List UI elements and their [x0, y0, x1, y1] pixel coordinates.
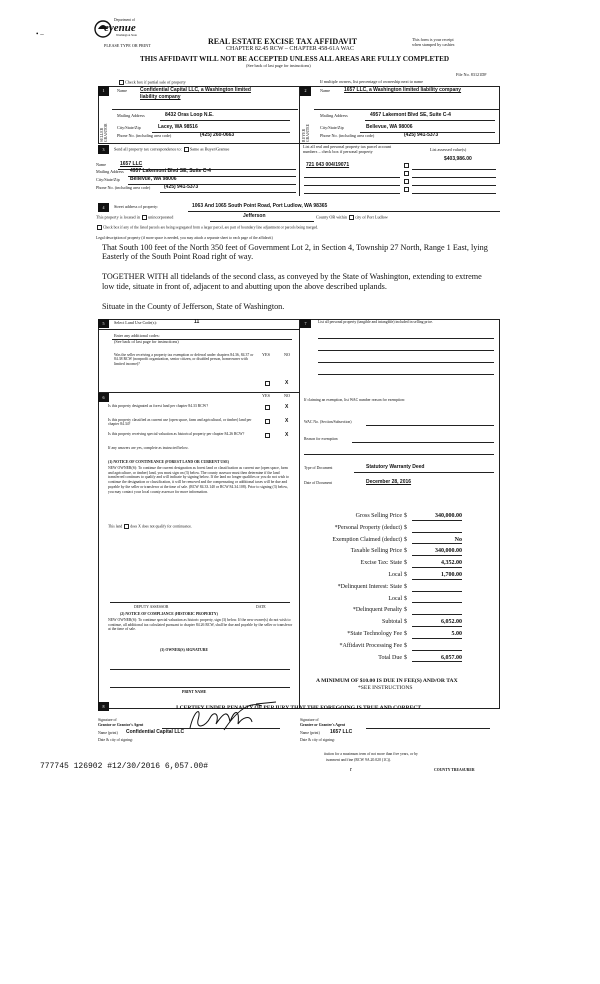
- tax-corr-city: Bellevue, WA 98006: [130, 176, 177, 182]
- fee-value: 5.00: [412, 631, 462, 639]
- fee-dollar-sign: $: [404, 654, 407, 661]
- fee-dollar-sign: $: [404, 595, 407, 602]
- tax-corr-name-label: Name: [96, 162, 106, 167]
- fee-row: [300, 548, 600, 557]
- buyer-divider: [314, 109, 500, 110]
- fee-value: [412, 596, 462, 604]
- land-use-code: 11: [194, 319, 200, 325]
- personal-property-label: List all personal property (tangible and intangible) included in selling price.: [318, 320, 434, 324]
- section-8-badge: 8: [98, 702, 109, 711]
- deputy-assessor: DEPUTY ASSESSOR: [134, 605, 169, 609]
- fee-row: [300, 525, 600, 534]
- exemption-claim-label: If claiming an exemption, list WAC number reason for exemption:: [304, 398, 405, 402]
- fee-label: *State Technology Fee: [347, 631, 402, 637]
- form-title: REAL ESTATE EXCISE TAX AFFIDAVIT: [208, 37, 358, 46]
- street-line: [188, 211, 500, 212]
- fee-row: [300, 631, 600, 640]
- seller-phone-label: Phone No. (including area code): [117, 133, 172, 138]
- minimum-due: A MINIMUM OF $10.00 IS DUE IN FEE(S) AND/OR TAX: [316, 678, 458, 684]
- tax-corr-phone-line: [160, 192, 296, 193]
- perjury-line-2: isonment and fine (RCW 9A.20.020 (1C)).: [326, 758, 392, 762]
- fee-row: [300, 607, 600, 616]
- legal-line-3: TOGETHER WITH all tidelands of the second class, as conveyed by the State of Washington, extending to extreme: [102, 272, 482, 281]
- land-use-divider: [98, 329, 299, 330]
- buyer-mailing-line: [365, 120, 495, 121]
- tax-corr-mailing: 4957 Lakemont Blvd SE, Suite C-4: [130, 168, 211, 174]
- buyer-name-label: Name: [320, 88, 330, 93]
- fee-label: *Delinquent Penalty: [352, 607, 402, 614]
- yes-header: YES: [262, 352, 270, 357]
- center-divider: [299, 86, 300, 196]
- tax-corr-phone-label: Phone No. (including area code): [96, 185, 151, 190]
- tax-corr-city-line: [128, 184, 296, 185]
- section-3-badge: 3: [98, 145, 109, 154]
- receipt-note-2: when stamped by cashier.: [412, 42, 456, 47]
- stamp-mark: r: [350, 767, 352, 773]
- fee-label: *Affidavit Processing Fee: [339, 642, 402, 649]
- does-qualify-checkbox[interactable]: [124, 524, 129, 529]
- street-label: Street address of property:: [114, 204, 159, 209]
- county-line: [210, 221, 314, 222]
- file-number: File No. 83121DF: [456, 72, 487, 77]
- section-4-badge: 4: [98, 203, 109, 212]
- fee-value: 6,052.00: [412, 619, 462, 627]
- seller-mailing-label: Mailing Address: [117, 113, 145, 118]
- city-checkbox[interactable]: [349, 215, 354, 220]
- legal-line-1: That South 100 feet of the North 350 feet of Government Lot 2, in Section 4, Township 27 North, Range 1 East, lying: [102, 243, 488, 252]
- fee-row: [300, 560, 600, 569]
- fee-value: 4,352.00: [412, 560, 462, 568]
- legal-line-2: Easterly of the South Point Road right of way.: [102, 252, 254, 261]
- same-as-buyer-checkbox[interactable]: [184, 147, 189, 152]
- land-use-see-back: (See back of last page for instructions): [114, 339, 179, 344]
- forest-q2: Is this property classified as current use (open space, farm and agricultural, or timber) land per chapter 84.34?: [108, 418, 252, 427]
- seller-name-label: Name: [117, 88, 127, 93]
- seller-phone: (425) 260-0663: [200, 132, 235, 138]
- assessed-line-1: [412, 169, 496, 170]
- parcels-label-1: List all real and personal property tax parcel account: [303, 144, 392, 149]
- section-5-badge: 5: [98, 319, 109, 328]
- parcel-line-4: [304, 193, 400, 194]
- section-2-badge: 2: [300, 86, 311, 96]
- buyer-city-label: City/State/Zip: [320, 125, 344, 130]
- grantee-name-label: Name (print): [300, 731, 320, 735]
- pp-line-4: [318, 374, 494, 375]
- located-in: This property is located in unincorporated: [96, 214, 174, 220]
- fee-row: [300, 619, 600, 628]
- pp-line-3: [318, 362, 494, 363]
- perjury-line-1: itution for a maximum term of not more than five years, or by: [324, 752, 418, 756]
- grantor-date-label: Date & city of signing:: [98, 738, 134, 742]
- additional-codes-label: Enter any additional codes:: [114, 333, 160, 338]
- forest-if-yes: If any answers are yes, complete as instructed below.: [108, 446, 189, 450]
- parcel-3-pp-checkbox[interactable]: [403, 179, 410, 185]
- see-instructions: *SEE INSTRUCTIONS: [358, 685, 413, 691]
- assessed-line-4: [412, 193, 496, 194]
- pp-line-1: [318, 338, 494, 339]
- fee-dollar-sign: $: [404, 607, 407, 614]
- notice1-body: NEW OWNER(S): To continue the current designation as forest land or classification as current use (open space, farm and agriculture, or timber) land, you must sign on (3) below. The county assessor must then determine if the land transferred continues to qualify and will indicate by signing below. If the land no longer qualifies or you do not wish to continue the designation or classification, it will be removed and the compensating or additional taxes will be due and payable by the seller or transferor at the time of sale. (RCW 84.33.140 or RCW 84.34.108). Prior to signing (3) below, you may contact your local county assessor for more information.: [108, 466, 289, 494]
- partial-sale-label: Check box if partial sale of property: [118, 80, 186, 85]
- buyer-name: 1657 LLC, a Washington limited liability company: [344, 87, 462, 93]
- fee-dollar-sign: $: [404, 524, 407, 531]
- receipt-note-1: This form is your receipt: [412, 37, 454, 42]
- owner-signature: (3) OWNER(S) SIGNATURE: [160, 648, 209, 652]
- buyer-mailing-label: Mailing Address: [320, 113, 348, 118]
- segregated-checkbox[interactable]: [97, 225, 102, 230]
- section-1-badge: 1: [98, 86, 109, 96]
- fee-label: Local: [388, 595, 402, 602]
- fee-dollar-sign: $: [404, 560, 407, 567]
- fee-row: [300, 655, 600, 664]
- notice2-body: NEW OWNER(S): To continue special valuation as historic property, sign (3) below. If the new owner(s) do not wish to continue, all additional tax calculated pursuant to chapter 84.26 RCW, shall be due and payable by the seller or transferor at the time of sale.: [108, 618, 293, 632]
- receipt-stamp: 777745 126902 #12/30/2016 6,057.00#: [40, 762, 209, 771]
- street-address: 1063 And 1065 South Point Road, Port Ludlow, WA 98365: [192, 203, 328, 209]
- tax-corr-phone: (425) 941-5373: [164, 184, 199, 190]
- section-7-badge: 7: [300, 319, 311, 328]
- parcel-1: 721 043 004/19071: [306, 162, 350, 168]
- buyer-city: Bellevue, WA 98006: [366, 124, 413, 130]
- seller-city: Lacey, WA 98516: [158, 124, 198, 130]
- buyer-mailing: 4957 Lakemont Blvd SE, Suite C-4: [370, 112, 451, 118]
- grantee-date-label: Date & city of signing:: [300, 738, 336, 742]
- fee-dollar-sign: $: [404, 642, 407, 649]
- grantor-sig-label-2: Grantor or Grantor's Agent: [98, 723, 144, 727]
- grantor-name: Confidential Capital LLC: [126, 729, 185, 735]
- grantor-sig-label-1: Signature of: [98, 718, 117, 722]
- fee-label: Taxable Selling Price: [350, 548, 402, 555]
- corner-mark: • –: [36, 30, 44, 38]
- forest-q1: Is this property designated as forest land per chapter 84.33 RCW?: [108, 404, 209, 408]
- forest-q1-yes[interactable]: [264, 405, 271, 411]
- notice2-title: (2) NOTICE OF COMPLIANCE (HISTORIC PROPERTY): [120, 612, 218, 616]
- form-see-back: (See back of last page for instructions): [246, 63, 311, 68]
- fee-value: 340,000.00: [412, 513, 462, 521]
- logo-state: Washington State: [116, 33, 138, 37]
- fee-value: 6,057.00: [412, 655, 462, 663]
- tax-corr-label: Send all property tax correspondence to: Same as Buyer/Grantee: [114, 146, 230, 152]
- multiple-owners-note: If multiple owners, list percentage of ownership next to name: [320, 79, 424, 84]
- seller-name-line1: Confidential Capital LLC, a Washington limited: [140, 87, 251, 93]
- parcel-line-2: [304, 177, 400, 178]
- fee-dollar-sign: $: [404, 631, 407, 637]
- fee-label: Gross Selling Price: [355, 513, 402, 519]
- fee-value: No: [412, 537, 462, 545]
- fee-label: Subtotal: [381, 619, 402, 626]
- wac-label: WAC No. (Section/Subsection): [304, 420, 352, 424]
- tax-corr-city-label: City/State/Zip: [96, 177, 120, 182]
- fee-label: Exemption Claimed (deduct): [332, 536, 402, 543]
- assessed-line-2: [412, 177, 496, 178]
- fee-row: [300, 572, 600, 581]
- fee-row: [300, 596, 600, 605]
- fee-label: *Personal Property (deduct): [334, 524, 402, 531]
- reason-line: [352, 442, 494, 443]
- grantor-signature: [180, 700, 300, 739]
- deputy-date: DATE: [256, 605, 266, 609]
- fee-dollar-sign: $: [404, 536, 407, 543]
- legal-line-4: low tide, situate in front of, adjacent to and abutting upon the above described uplands.: [102, 282, 387, 291]
- this-land: This land does X does not qualify for continuance.: [108, 524, 192, 529]
- seller-mailing-line: [160, 120, 290, 121]
- type-or-print: PLEASE TYPE OR PRINT: [104, 43, 151, 48]
- segregated-note: Check box if any of the listed parcels are being segregated from a larger parcel, are part of boundary line adjustment or parcels being merged.: [96, 225, 318, 230]
- parcel-line-3: [304, 185, 400, 186]
- exemption-yes-checkbox[interactable]: [264, 381, 271, 387]
- no-header: NO: [284, 352, 291, 357]
- assessed-value-1: $403,986.00: [444, 156, 472, 162]
- seller-name-line2: liability company: [140, 94, 181, 100]
- doc-date: December 28, 2016: [366, 479, 412, 485]
- parcels-label-2: numbers – check box if personal property: [303, 149, 373, 154]
- fee-row: [300, 584, 600, 593]
- seller-city-label: City/State/Zip: [117, 125, 141, 130]
- grantee-sig-line: [366, 728, 490, 729]
- parcel-2-pp-checkbox[interactable]: [403, 171, 410, 177]
- forest-q3-no: X: [285, 432, 289, 438]
- forest-q2-no: X: [285, 418, 289, 424]
- fee-row: [300, 513, 600, 522]
- forest-q3: Is this property receiving special valuation as historical property per chapter 84.26 RCW?: [108, 432, 245, 436]
- legal-desc-label: Legal description of property (if more space is needed, you may attach a separate sheet to each page of the affidavit): [96, 236, 273, 240]
- forest-no-header: NO: [284, 393, 291, 398]
- fee-dollar-sign: $: [404, 513, 407, 519]
- partial-sale-checkbox[interactable]: [119, 80, 124, 85]
- exemption-question: Was the seller receiving a property tax exemption or deferral under chapters 84.36, 84.37 or 84.38 RCW (nonprofit organization, senior citizen, or disabled person, homeowner with limited income)?: [114, 353, 254, 366]
- additional-codes-line: [112, 339, 292, 340]
- fee-dollar-sign: $: [404, 619, 407, 626]
- fee-value: [412, 584, 462, 592]
- county-or-within: County OR within city of Port Ludlow: [316, 214, 388, 220]
- grantee-sig-label-1: Signature of: [300, 718, 319, 722]
- forest-q3-yes[interactable]: [264, 433, 271, 439]
- notice1-title: (1) NOTICE OF CONTINUANCE (FOREST LAND OR CURRENT USE): [108, 460, 230, 464]
- forest-q1-no: X: [285, 404, 289, 410]
- parcel-4-pp-checkbox[interactable]: [403, 187, 410, 193]
- county-name: Jefferson: [243, 213, 266, 219]
- buyer-side-label: BUYER GRANTEE: [302, 123, 311, 142]
- doc-type: Statutory Warranty Deed: [366, 464, 425, 470]
- seller-divider: [112, 109, 298, 110]
- grantee-sig-label-2: Grantee or Grantee's Agent: [300, 723, 345, 727]
- fee-value: [412, 607, 462, 615]
- print-name-label: PRINT NAME: [182, 690, 207, 694]
- reason-line-2: [304, 454, 494, 455]
- fee-value: [412, 525, 462, 533]
- tax-corr-name: 1657 LLC: [120, 161, 143, 167]
- grantor-name-label: Name (print): [98, 731, 118, 735]
- unincorporated-checkbox[interactable]: [142, 215, 147, 220]
- land-use-label: Select Land Use Code(s):: [114, 320, 157, 325]
- logo-name: evenue: [104, 22, 136, 34]
- fee-dollar-sign: $: [404, 572, 407, 578]
- seller-side-label: SELLER GRANTOR: [100, 123, 109, 142]
- section-6-badge: 6: [98, 393, 109, 402]
- seller-mailing: 8432 Oras Loop N.E.: [165, 112, 214, 118]
- fee-row: [300, 537, 600, 546]
- buyer-phone-label: Phone No. (including area code): [320, 133, 375, 138]
- grantee-name: 1657 LLC: [330, 729, 353, 735]
- logo-dept: Department of: [114, 18, 135, 22]
- forest-q2-yes[interactable]: [264, 419, 271, 425]
- doc-type-line: [354, 472, 494, 473]
- wac-line: [366, 425, 494, 426]
- doc-date-label: Date of Document: [304, 481, 333, 485]
- buyer-phone: (425) 941-5373: [404, 132, 439, 138]
- parcel-1-pp-checkbox[interactable]: [403, 163, 410, 169]
- fee-value: [412, 643, 462, 651]
- county-treasurer: COUNTY TREASURER: [434, 768, 475, 772]
- fee-label: Excise Tax: State: [360, 560, 402, 567]
- fee-label: Local: [388, 572, 402, 578]
- print-name-line: [110, 687, 290, 688]
- exemption-no-answer: X: [285, 380, 289, 386]
- assessed-line-3: [412, 185, 496, 186]
- pp-line-2: [318, 350, 494, 351]
- fee-label: Total Due: [378, 654, 402, 661]
- form-chapter: CHAPTER 82.45 RCW – CHAPTER 458-61A WAC: [226, 46, 354, 52]
- tax-corr-mailing-label: Mailing Address: [96, 169, 124, 174]
- revenue-logo: [92, 18, 142, 40]
- owner-sig-line: [110, 669, 290, 670]
- fee-value: 340,000.00: [412, 548, 462, 556]
- fee-dollar-sign: $: [404, 548, 407, 555]
- fee-label: *Delinquent Interest: State: [337, 583, 402, 590]
- legal-line-5: Situate in the County of Jefferson, State of Washington.: [102, 302, 285, 311]
- forest-yes-header: YES: [262, 393, 270, 398]
- doc-type-label: Type of Document: [304, 466, 333, 470]
- assessed-label: List assessed value(s): [430, 147, 467, 152]
- form-warning: THIS AFFIDAVIT WILL NOT BE ACCEPTED UNLESS ALL AREAS ARE FULLY COMPLETED: [140, 55, 450, 63]
- reason-label: Reason for exemption: [304, 437, 338, 441]
- fee-dollar-sign: $: [404, 583, 407, 590]
- fee-value: 1,700.00: [412, 572, 462, 580]
- certify-statement: I CERTIFY UNDER PENALTY OF PERJURY THAT THE FOREGOING IS TRUE AND CORRECT: [176, 705, 422, 711]
- fee-row: [300, 643, 600, 652]
